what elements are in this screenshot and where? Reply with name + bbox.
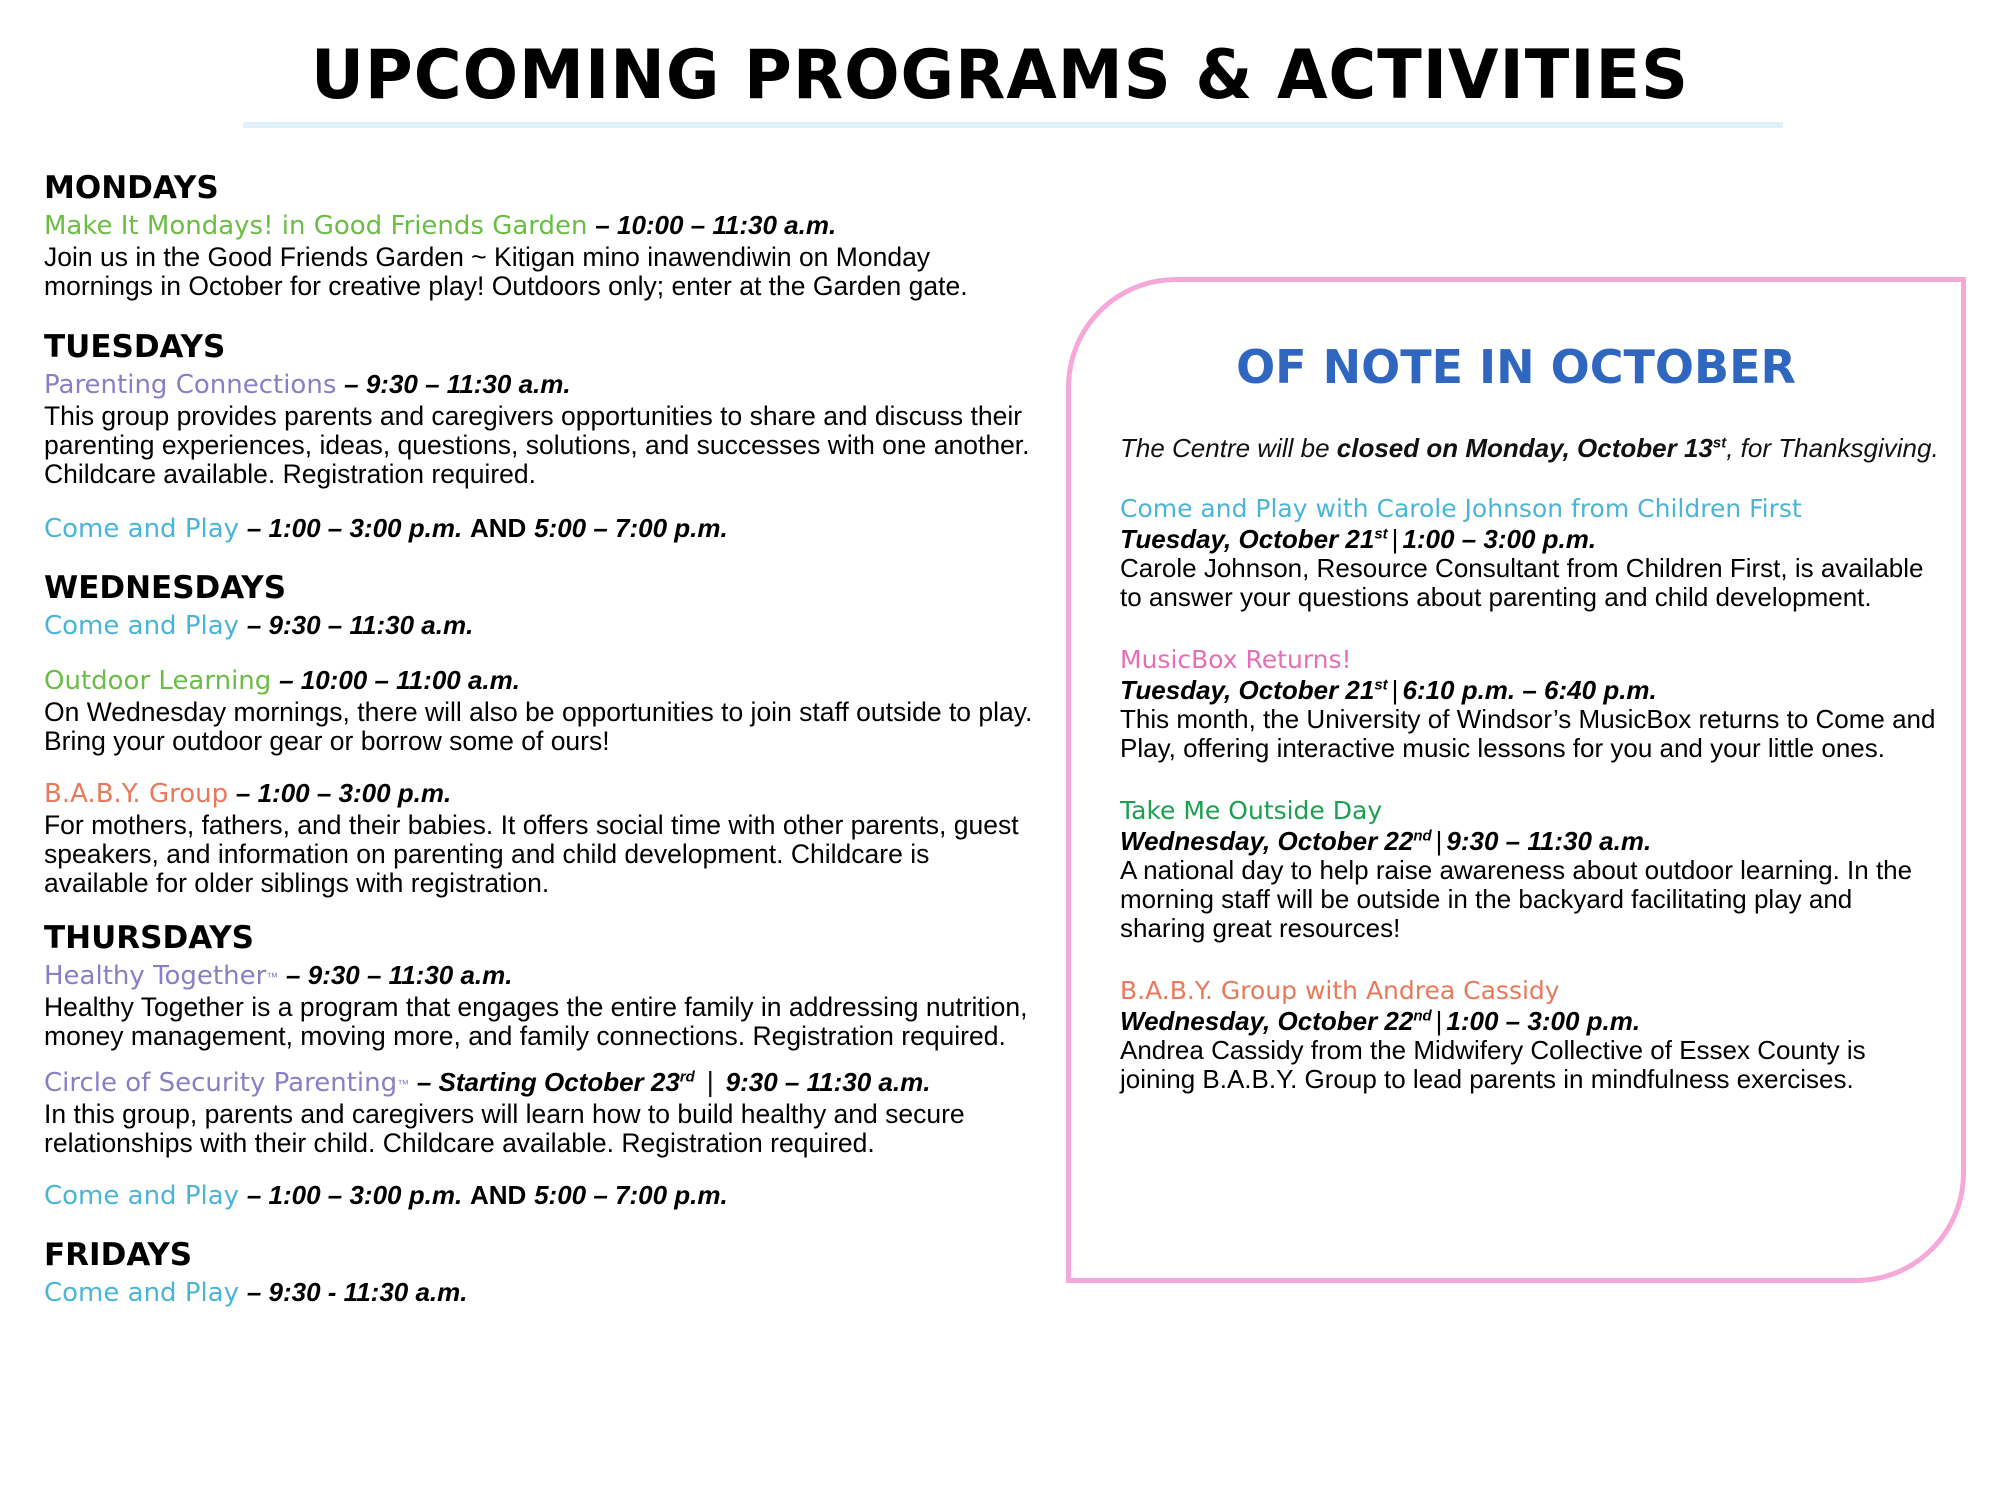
program-item: [44, 663, 1034, 756]
of-note-content: [1120, 434, 1940, 1126]
weekly-schedule: [44, 168, 1034, 1328]
separator: |: [1391, 675, 1399, 705]
program-item: [44, 608, 1034, 643]
day-heading: WEDNESDAYS: [44, 570, 287, 606]
closure-notice: [1120, 434, 1940, 463]
program-and: AND: [469, 1180, 527, 1210]
program-name: Come and Play: [44, 611, 240, 641]
note-item-date: [1120, 1006, 1940, 1036]
day-heading: MONDAYS: [44, 170, 219, 206]
note-item-date: [1120, 675, 1940, 705]
note-item: [1120, 493, 1940, 612]
program-description: Join us in the Good Friends Garden ~ Kitigan mino inawendiwin on Monday mornings in October for creative play! Outdoors only; enter at the Garden gate.: [44, 242, 968, 301]
event-time: 1:00 – 3:00 p.m.: [1446, 1006, 1641, 1036]
separator: |: [1435, 1006, 1443, 1036]
note-item-date: [1120, 826, 1940, 856]
program-time: – 9:30 – 11:30 a.m.: [246, 610, 474, 640]
event-time: 9:30 – 11:30 a.m.: [1446, 826, 1652, 856]
date-ordinal: st: [1712, 434, 1727, 452]
closure-suffix: , for Thanksgiving.: [1726, 433, 1939, 463]
program-time-2: 9:30 – 11:30 a.m.: [725, 1067, 931, 1097]
date-ordinal: rd: [679, 1068, 695, 1086]
program-name: B.A.B.Y. Group: [44, 779, 229, 809]
closure-prefix: The Centre will be: [1120, 433, 1337, 463]
day-section-tuesdays: [44, 327, 1034, 546]
program-time: – 1:00 – 3:00 p.m.: [246, 1180, 463, 1210]
program-item: [44, 1178, 1034, 1213]
program-start-date: – Starting October 23: [416, 1067, 680, 1097]
date-ordinal: st: [1374, 525, 1388, 543]
note-item-title: Take Me Outside Day: [1120, 796, 1383, 825]
date-ordinal: nd: [1413, 827, 1432, 845]
trademark-mark: ™: [266, 970, 279, 984]
program-name: Come and Play: [44, 1278, 240, 1308]
program-time-2: 5:00 – 7:00 p.m.: [534, 1180, 728, 1210]
program-item: [44, 511, 1034, 546]
note-item-description: This month, the University of Windsor’s MusicBox returns to Come and Play, offering interactive music lessons for you and your little ones.: [1120, 704, 1936, 763]
note-item-title: MusicBox Returns!: [1120, 645, 1352, 674]
program-time: – 1:00 – 3:00 p.m.: [235, 778, 452, 808]
date-ordinal: st: [1374, 676, 1388, 694]
separator: |: [706, 1066, 714, 1097]
program-item: [44, 367, 1034, 489]
program-time: – 9:30 – 11:30 a.m.: [344, 369, 571, 399]
day-section-wednesdays: [44, 568, 1034, 898]
day-section-mondays: [44, 168, 1034, 301]
event-date: Tuesday, October 21: [1120, 524, 1375, 554]
program-name: Parenting Connections: [44, 370, 337, 400]
note-item-date: [1120, 524, 1940, 554]
program-time: – 10:00 – 11:00 a.m.: [279, 665, 520, 695]
program-name: Healthy Together: [44, 961, 267, 991]
note-item: [1120, 975, 1940, 1094]
program-name: Circle of Security Parenting: [44, 1068, 398, 1098]
program-description: For mothers, fathers, and their babies. It offers social time with other parents, guest speakers, and information on parenting and child development. Childcare is available for older siblings with registration.: [44, 810, 1019, 898]
title-divider: [243, 122, 1783, 128]
day-heading: TUESDAYS: [44, 329, 226, 365]
event-time: 1:00 – 3:00 p.m.: [1402, 524, 1597, 554]
day-heading: THURSDAYS: [44, 920, 254, 956]
event-date: Wednesday, October 22: [1120, 826, 1414, 856]
day-section-thursdays: [44, 918, 1034, 1213]
program-time: – 9:30 – 11:30 a.m.: [286, 960, 513, 990]
program-item: [44, 1275, 1034, 1310]
closure-date: closed on Monday, October 13: [1336, 433, 1713, 463]
separator: |: [1391, 524, 1399, 554]
trademark-mark: ™: [397, 1077, 410, 1091]
program-time: – 9:30 - 11:30 a.m.: [246, 1277, 468, 1307]
note-item: [1120, 644, 1940, 763]
day-heading: FRIDAYS: [44, 1237, 193, 1273]
day-section-fridays: [44, 1235, 1034, 1310]
program-description: On Wednesday mornings, there will also be opportunities to join staff outside to play. Bring your outdoor gear or borrow some of ours!: [44, 697, 1033, 756]
program-description: This group provides parents and caregivers opportunities to share and discuss their parenting experiences, ideas, questions, solutions, and successes with one another. Childcare available. Registration required.: [44, 401, 1030, 489]
page-title: UPCOMING PROGRAMS & ACTIVITIES: [310, 36, 1690, 115]
program-name: Make It Mondays! in Good Friends Garden: [44, 211, 588, 241]
program-item: [44, 208, 1034, 301]
program-time: – 10:00 – 11:30 a.m.: [595, 210, 837, 240]
note-item-description: Andrea Cassidy from the Midwifery Collective of Essex County is joining B.A.B.Y. Group to lead parents in mindfulness exercises.: [1120, 1035, 1866, 1094]
program-description: Healthy Together is a program that engages the entire family in addressing nutrition, money management, moving more, and family connections. Registration required.: [44, 992, 1028, 1051]
program-name: Come and Play: [44, 1181, 240, 1211]
event-date: Tuesday, October 21: [1120, 675, 1375, 705]
program-item: [44, 776, 1034, 898]
separator: |: [1435, 826, 1443, 856]
of-note-title: OF NOTE IN OCTOBER: [1236, 340, 1796, 394]
event-time: 6:10 p.m. – 6:40 p.m.: [1402, 675, 1657, 705]
program-item: [44, 958, 1034, 1051]
note-item-title: Come and Play with Carole Johnson from Children First: [1120, 494, 1802, 523]
note-item-description: A national day to help raise awareness about outdoor learning. In the morning staff will be outside in the backyard facilitating play and sharing great resources!: [1120, 855, 1913, 943]
program-time: – 1:00 – 3:00 p.m.: [246, 513, 463, 543]
program-time: [417, 1067, 695, 1097]
note-item: [1120, 795, 1940, 943]
date-ordinal: nd: [1413, 1007, 1432, 1025]
program-description: In this group, parents and caregivers will learn how to build healthy and secure relationships with their child. Childcare available. Registration required.: [44, 1099, 965, 1158]
program-name: Outdoor Learning: [44, 666, 272, 696]
program-name: Come and Play: [44, 514, 240, 544]
note-item-description: Carole Johnson, Resource Consultant from Children First, is available to answer your questions about parenting and child development.: [1120, 553, 1924, 612]
program-time-2: 5:00 – 7:00 p.m.: [534, 513, 728, 543]
event-date: Wednesday, October 22: [1120, 1006, 1414, 1036]
program-item: [44, 1065, 1034, 1158]
note-item-title: B.A.B.Y. Group with Andrea Cassidy: [1120, 976, 1560, 1005]
program-and: AND: [469, 513, 527, 543]
